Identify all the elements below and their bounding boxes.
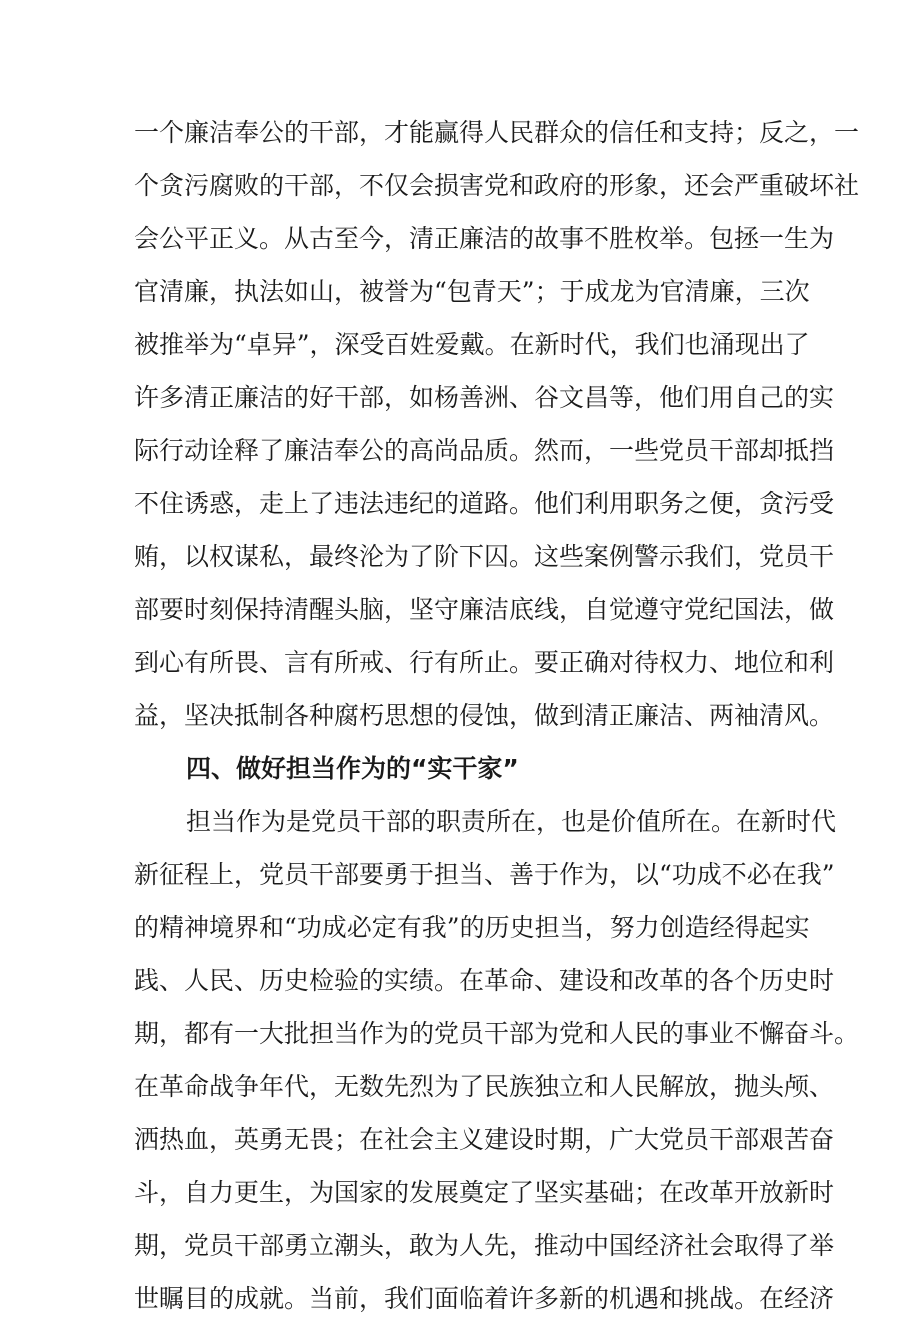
paragraph-line: 的精神境界和“功成必定有我”的历史担当，努力创造经得起实 xyxy=(134,913,810,942)
paragraph-line: 会公平正义。从古至今，清正廉洁的故事不胜枚举。包拯一生为 xyxy=(134,224,835,253)
paragraph-responsibility xyxy=(134,795,860,1325)
paragraph-line: 个贪污腐败的干部，不仅会损害党和政府的形象，还会严重破坏社 xyxy=(134,171,860,200)
paragraph-line: 新征程上，党员干部要勇于担当、善于作为，以“功成不必在我” xyxy=(134,860,835,889)
paragraph-line: 洒热血，英勇无畏；在社会主义建设时期，广大党员干部艰苦奋 xyxy=(134,1125,835,1154)
paragraph-line: 官清廉，执法如山，被誉为“包青天”；于成龙为官清廉，三次 xyxy=(134,277,810,306)
paragraph-line: 被推举为“卓异”，深受百姓爱戴。在新时代，我们也涌现出了 xyxy=(134,330,810,359)
paragraph-line: 部要时刻保持清醒头脑，坚守廉洁底线，自觉遵守党纪国法，做 xyxy=(134,595,835,624)
section-heading: 四、做好担当作为的“实干家” xyxy=(186,754,519,783)
paragraph-line: 际行动诠释了廉洁奉公的高尚品质。然而，一些党员干部却抵挡 xyxy=(134,436,835,465)
paragraph-line: 在革命战争年代，无数先烈为了民族独立和人民解放，抛头颅、 xyxy=(134,1072,835,1101)
paragraph-line: 许多清正廉洁的好干部，如杨善洲、谷文昌等，他们用自己的实 xyxy=(134,383,835,412)
paragraph-line: 益，坚决抵制各种腐朽思想的侵蚀，做到清正廉洁、两袖清风。 xyxy=(134,701,835,730)
paragraph-line: 贿，以权谋私，最终沦为了阶下囚。这些案例警示我们，党员干 xyxy=(134,542,835,571)
paragraph-line: 世瞩目的成就。当前，我们面临着许多新的机遇和挑战。在经济 xyxy=(134,1284,835,1313)
paragraph-line: 一个廉洁奉公的干部，才能赢得人民群众的信任和支持；反之，一 xyxy=(134,118,860,147)
paragraph-integrity xyxy=(134,106,860,742)
paragraph-line: 到心有所畏、言有所戒、行有所止。要正确对待权力、地位和利 xyxy=(134,648,835,677)
paragraph-line: 期，党员干部勇立潮头，敢为人先，推动中国经济社会取得了举 xyxy=(134,1231,835,1260)
paragraph-line: 期，都有一大批担当作为的党员干部为党和人民的事业不懈奋斗。 xyxy=(134,1019,860,1048)
document-body xyxy=(134,106,860,1325)
paragraph-line: 不住诱惑，走上了违法违纪的道路。他们利用职务之便，贪污受 xyxy=(134,489,835,518)
paragraph-line: 践、人民、历史检验的实绩。在革命、建设和改革的各个历史时 xyxy=(134,966,835,995)
paragraph-line: 担当作为是党员干部的职责所在，也是价值所在。在新时代 xyxy=(186,807,837,836)
paragraph-line: 斗，自力更生，为国家的发展奠定了坚实基础；在改革开放新时 xyxy=(134,1178,835,1207)
